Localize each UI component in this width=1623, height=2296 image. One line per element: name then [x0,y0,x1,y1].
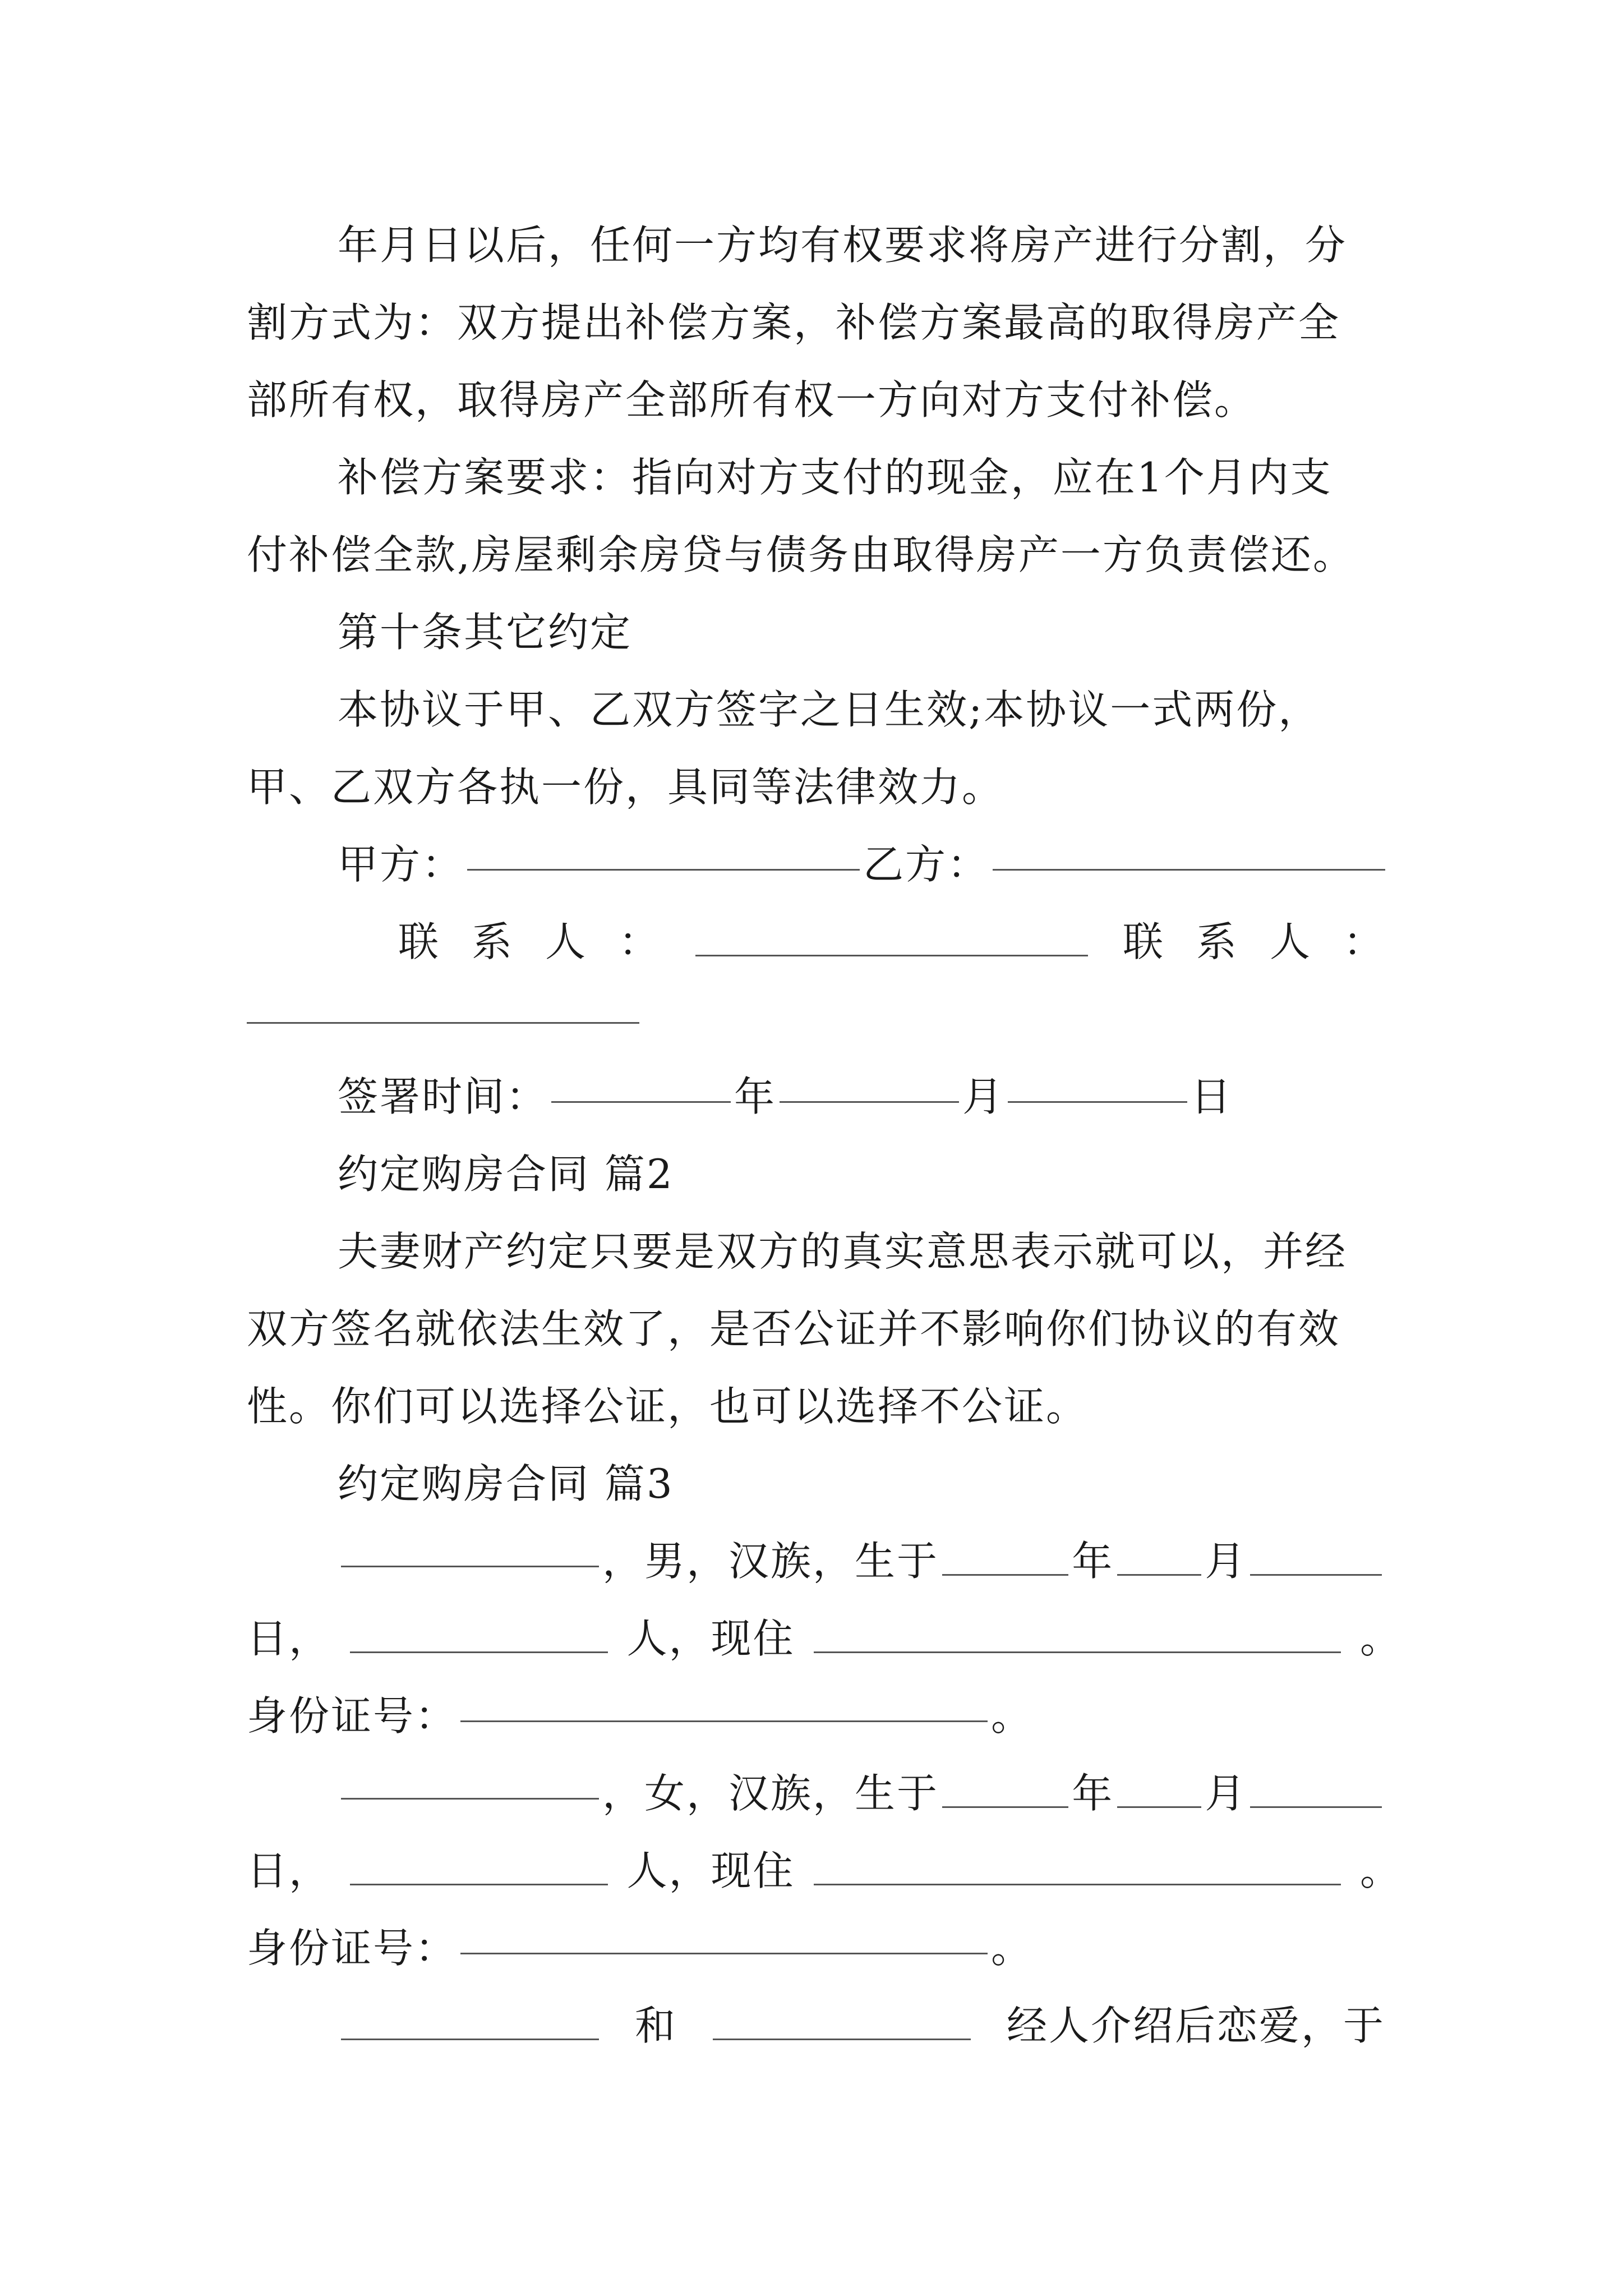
party-signature-line [247,822,1476,907]
male-address-end: 。 [1359,1615,1402,1662]
male-month-label: 月 [1205,1538,1247,1585]
female-address-blank[interactable] [814,1841,1341,1885]
contact-line [398,900,1385,984]
male-month-blank[interactable] [1117,1531,1201,1576]
male-native-label: 人，现住 [626,1615,795,1662]
male-id-label: 身份证号： [247,1692,458,1740]
female-id-line [247,1906,1385,1990]
male-native-blank[interactable] [350,1609,608,1653]
male-id-line [247,1674,1385,1758]
female-year-label: 年 [1072,1770,1114,1817]
paragraph-line: 双方签名就依法生效了，是否公证并不影响你们协议的有效 [247,1305,1341,1352]
female-name-blank[interactable] [341,1755,599,1800]
paragraph-line: 补偿方案要求：指向对方支付的现金，应在1个月内支 [338,454,1332,501]
paragraph-line: 夫妻财产约定只要是双方的真实意思表示就可以，并经 [338,1228,1348,1275]
male-info-line [338,1519,1385,1603]
female-native-label: 人，现住 [626,1847,795,1894]
male-address-blank[interactable] [814,1609,1341,1653]
contact-a-char: 联 [398,918,441,965]
contact-b-char: 联 [1122,918,1165,965]
male-name-blank[interactable] [341,1523,599,1567]
female-month-blank[interactable] [1117,1764,1201,1808]
intro-line [338,1984,1385,2068]
party-b-blank[interactable] [993,826,1385,871]
section-heading: 约定购房合同 篇2 [338,1151,674,1198]
contact-b-char: 人 [1269,918,1312,965]
contact-b-char: 系 [1196,918,1238,965]
female-native-blank[interactable] [350,1841,608,1885]
male-day-blank[interactable] [1250,1531,1382,1576]
party-a-label: 甲方： [338,841,464,888]
sign-year-blank[interactable] [551,1059,731,1103]
male-id-blank[interactable] [460,1678,988,1722]
female-year-blank[interactable] [942,1764,1068,1808]
intro-female-blank[interactable] [713,1996,971,2040]
female-day-label: 日， [247,1847,331,1894]
female-id-end: 。 [991,1925,1034,1972]
paragraph-line: 部所有权，取得房产全部所有权一方向对方支付补偿。 [247,376,1257,424]
sign-day-label: 日 [1191,1073,1233,1120]
party-a-blank[interactable] [467,826,860,871]
paragraph-line: 年月日以后，任何一方均有权要求将房产进行分割，分 [338,222,1348,269]
female-desc: ，女，汉族，生于 [602,1770,939,1817]
article-heading: 第十条其它约定 [338,609,633,656]
party-b-label: 乙方： [863,841,990,888]
sign-time-label: 签署时间： [338,1073,548,1120]
intro-rest: 经人介绍后恋爱，于 [1006,2002,1385,2049]
female-month-label: 月 [1205,1770,1247,1817]
female-address-end: 。 [1359,1847,1402,1894]
sign-year-label: 年 [734,1073,777,1120]
male-year-label: 年 [1072,1538,1114,1585]
male-desc: ，男，汉族，生于 [602,1538,939,1585]
contact-b-blank[interactable] [247,1022,639,1024]
contact-a-char: ： [619,918,661,965]
female-info-line [338,1751,1385,1835]
section-heading: 约定购房合同 篇3 [338,1460,674,1507]
female-id-blank[interactable] [460,1910,988,1954]
intro-male-blank[interactable] [341,1996,599,2040]
paragraph-line: 本协议于甲、乙双方签字之日生效;本协议一式两份， [338,686,1321,733]
contact-a-char: 系 [472,918,514,965]
paragraph-line: 割方式为：双方提出补偿方案，补偿方案最高的取得房产全 [247,299,1341,346]
contact-b-char: ： [1343,918,1385,965]
male-address-line [247,1596,1402,1681]
male-day-label: 日， [247,1615,331,1662]
sign-month-blank[interactable] [780,1059,959,1103]
female-id-label: 身份证号： [247,1925,458,1972]
paragraph-line: 甲、乙双方各执一份，具同等法律效力。 [247,763,1004,811]
male-id-end: 。 [991,1692,1034,1740]
male-year-blank[interactable] [942,1531,1068,1576]
sign-month-label: 月 [962,1073,1005,1120]
sign-day-blank[interactable] [1008,1059,1187,1103]
intro-and: 和 [634,2002,677,2049]
sign-time-line [247,1055,1476,1139]
female-day-blank[interactable] [1250,1764,1382,1808]
paragraph-line: 性。你们可以选择公证，也可以选择不公证。 [247,1383,1089,1430]
contact-a-char: 人 [545,918,588,965]
contact-a-blank[interactable] [695,912,1088,956]
paragraph-line: 付补偿全款,房屋剩余房贷与债务由取得房产一方负责偿还。 [247,531,1355,578]
female-address-line [247,1829,1402,1913]
